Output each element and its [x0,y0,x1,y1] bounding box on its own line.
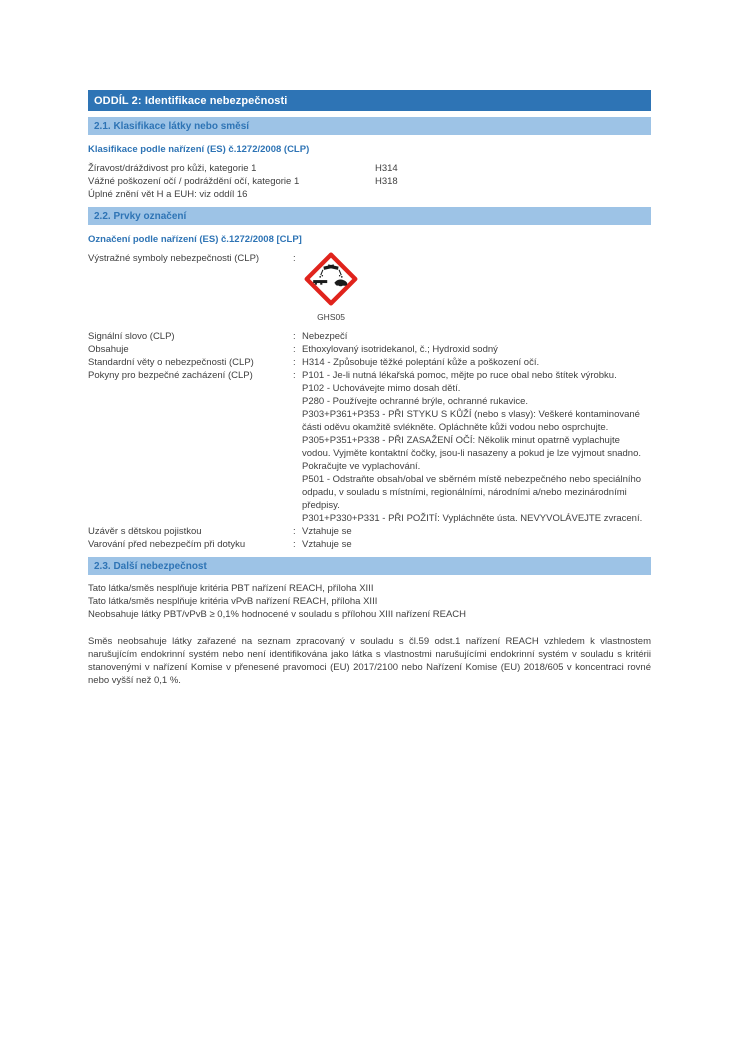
classification-regulation-heading: Klasifikace podle nařízení (ES) č.1272/2008 (CLP) [88,144,310,155]
hazard-statements-value: H314 - Způsobuje těžké poleptání kůže a poškození očí. [302,357,540,368]
hazard-statements-row [88,356,651,369]
pbt-statement: Tato látka/směs nesplňuje kritéria PBT nařízení REACH, příloha XIII [88,583,374,594]
subsection-header-2-2: 2.2. Prvky označení [88,207,651,225]
child-lock-row [88,525,651,538]
p-statement: P303+P361+P353 - PŘI STYKU S KŮŽÍ (nebo s vlasy): Veškeré kontaminované části oděvu okamžitě svlékněte. Opláchněte kůži vodou nebo osprchujte. [302,409,640,433]
subsection-header-2-1: 2.1. Klasifikace látky nebo směsí [88,117,651,135]
classification-row [88,162,651,175]
p-statement: P301+P330+P331 - PŘI POŽITÍ: Vypláchněte ústa. NEVYVOLÁVEJTE zvracení. [302,513,643,524]
separator: : [293,253,296,264]
hazard-code: H314 [375,163,398,174]
separator: : [293,331,296,342]
endocrine-disruptor-paragraph: Směs neobsahuje látky zařazené na seznam zpracovaný v souladu s čl.59 odst.1 nařízení REACH vzhledem k vlastnostem narušujícím endokrinní systém nebo není identifikována jako látka s vlastnostmi narušujícími endokrinní systém v souladu s kritérii stanovenými v nařízení Komise v přenesené pravomoci (EU) 2017/2100 nebo Nařízení Komise (EU) 2018/605 v koncentraci rovné nebo vyšší než 0,1 %. [88,636,651,686]
signal-word-label: Signální slovo (CLP) [88,331,175,342]
pictogram-row [88,252,651,324]
hazard-statements-label: Standardní věty o nebezpečnosti (CLP) [88,357,254,368]
hazard-class-label: Vážné poškození očí / podráždění očí, kategorie 1 [88,176,300,187]
section-header: ODDÍL 2: Identifikace nebezpečnosti [88,90,651,111]
p-statement: P102 - Uchovávejte mimo dosah dětí. [302,383,461,394]
p-statement: P101 - Je-li nutná lékařská pomoc, mějte po ruce obal nebo štítek výrobku. [302,370,617,381]
signal-word-row [88,330,651,343]
precautionary-statements-label: Pokyny pro bezpečné zacházení (CLP) [88,370,253,381]
hazard-class-label: Žíravost/dráždivost pro kůži, kategorie 1 [88,163,257,174]
contains-label: Obsahuje [88,344,129,355]
tactile-warning-row [88,538,651,551]
separator: : [293,539,296,550]
separator: : [293,344,296,355]
p-statement: P501 - Odstraňte obsah/obal ve sběrném místě nebezpečného nebo speciálního odpadu, v souladu s místními, regionálními, národními a/nebo mezinárodními předpisy. [302,474,642,511]
contains-value: Ethoxylovaný isotridekanol, č.; Hydroxid sodný [302,344,498,355]
pictogram-code-caption: GHS05 [317,312,345,322]
full-text-note: Úplné znění vět H a EUH: viz oddíl 16 [88,189,248,200]
separator: : [293,526,296,537]
tactile-warning-value: Vztahuje se [302,539,352,550]
p-statement: P280 - Používejte ochranné brýle, ochranné rukavice. [302,396,529,407]
separator: : [293,370,296,381]
pictogram-row-label: Výstražné symboly nebezpečnosti (CLP) [88,253,260,264]
precautionary-statements-list [302,369,651,525]
separator: : [293,357,296,368]
tactile-warning-label: Varování před nebezpečím při dotyku [88,539,246,550]
classification-row [88,175,651,188]
vpvb-statement: Tato látka/směs nesplňuje kritéria vPvB nařízení REACH, příloha XIII [88,596,378,607]
sds-section-2-document [88,90,651,687]
contains-row [88,343,651,356]
hazard-code: H318 [375,176,398,187]
precautionary-statements-row [88,369,651,525]
pbt-vpvb-statements [88,582,651,621]
subsection-header-2-3: 2.3. Další nebezpečnost [88,557,651,575]
p-statement: P305+P351+P338 - PŘI ZASAŽENÍ OČÍ: Několik minut opatrně vyplachujte vodou. Vyjměte kontaktní čočky, jsou-li nasazeny a pokud je lze vyjmout snadno. Pokračujte ve vyplachování. [302,435,642,472]
signal-word-value: Nebezpečí [302,331,348,342]
child-lock-value: Vztahuje se [302,526,352,537]
labelling-regulation-heading: Označení podle nařízení (ES) č.1272/2008 [CLP] [88,234,302,245]
child-lock-label: Uzávěr s dětskou pojistkou [88,526,202,537]
ghs05-corrosion-icon [304,252,358,306]
ghs05-pictogram-block [304,252,358,324]
pbt-vpvb-content-statement: Neobsahuje látky PBT/vPvB ≥ 0,1% hodnocené v souladu s přílohou XIII nařízení REACH [88,609,467,620]
